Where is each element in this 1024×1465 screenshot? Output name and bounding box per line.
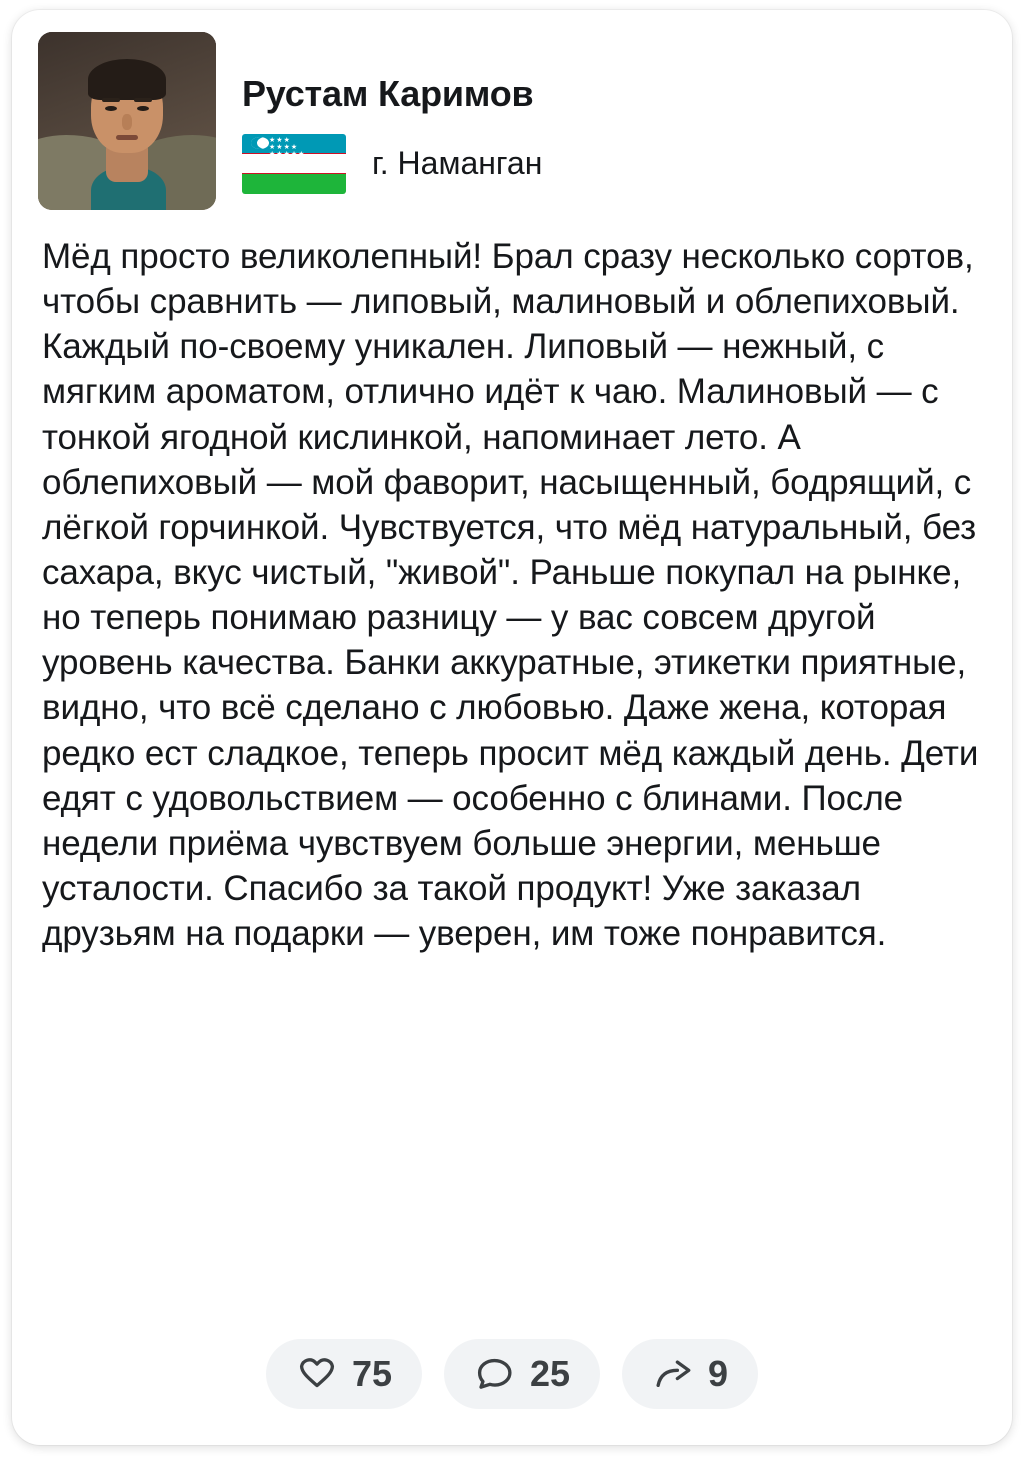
post-actions [12,1339,1012,1445]
share-button[interactable] [622,1339,758,1409]
avatar-nose [122,114,133,130]
post-header [12,10,1012,210]
avatar-brow-left [102,98,120,103]
comment-button[interactable] [444,1339,600,1409]
uzbekistan-flag-icon [242,134,346,194]
author-name[interactable]: Рустам Каримов [242,73,534,114]
post-card [12,10,1012,1445]
stars-icon: ★★★ ★★★★ ★★★★★ [269,136,306,158]
share-count: 9 [708,1353,729,1394]
share-icon [652,1353,694,1395]
like-count: 75 [351,1353,392,1394]
post-body-text: Мёд просто великолепный! Брал сразу несколько сортов, чтобы сравнить — липовый, малиновый и облепиховый. Каждый по-своему уникален. Липовый — нежный, с мягким ароматом, отлично идёт к чаю. Малиновый — с тонкой ягодной кислинкой, напоминает лето. А облепиховый — мой фаворит, насыщенный, бодрящий, с лёгкой горчинкой. Чувствуется, что мёд натуральный, без сахара, вкус чистый, "живой". Раньше покупал на рынке, но теперь понимаю разницу — у вас совсем другой уровень качества. Банки аккуратные, этикетки приятные, видно, что всё сделано с любовью. Даже жена, которая редко ест сладкое, теперь просит мёд каждый день. Дети едят с удовольствием — особенно с блинами. После недели приёма чувствуем больше энергии, меньше усталости. Спасибо за такой продукт! Уже заказал друзьям на подарки — уверен, им тоже понравится. [42,237,988,954]
avatar-mouth [116,135,137,139]
comment-count: 25 [529,1353,571,1394]
comment-icon [474,1353,516,1395]
avatar-brow-right [134,98,152,103]
location-row [242,134,542,194]
heart-icon [296,1353,338,1395]
author-location: г. Наманган [372,145,543,182]
author-meta [216,32,542,194]
avatar[interactable] [38,32,216,210]
avatar-hair [88,59,166,100]
content-spacer [12,956,1012,1339]
like-button[interactable] [266,1339,422,1409]
